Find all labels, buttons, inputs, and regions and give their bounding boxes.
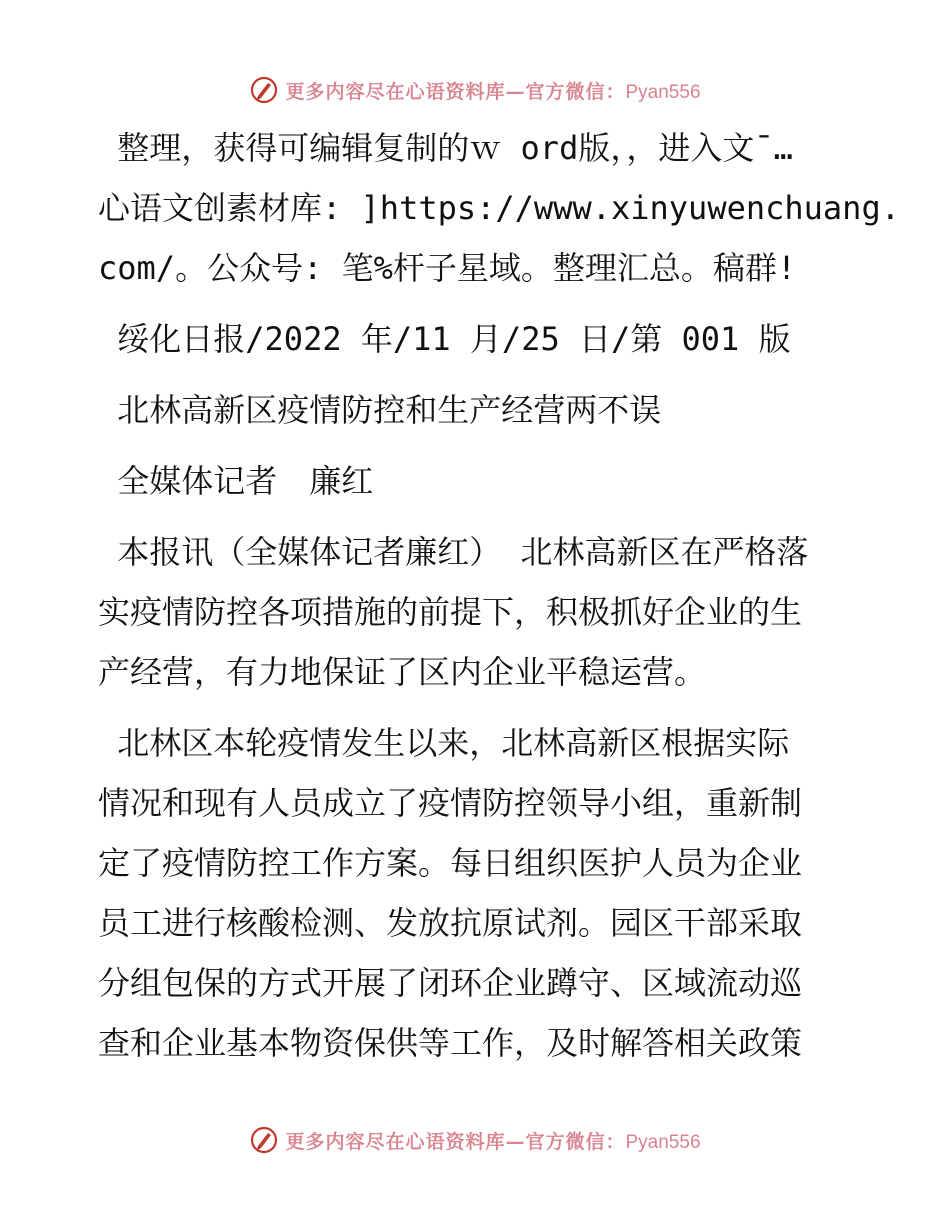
source-line (98, 309, 858, 369)
intro-paragraph (98, 118, 900, 298)
document-body (98, 118, 900, 1084)
article-title (98, 380, 858, 440)
header-banner (0, 72, 950, 108)
text-line: 绥化日报/2022 年/11 月/25 日/第 001 版 (98, 320, 791, 358)
text-line: 分组包保的方式开展了闭环企业蹲守、区域流动巡 (98, 964, 803, 1002)
text-line: com/。公众号: 笔%杆子星域。整理汇总。稿群! (98, 249, 797, 287)
wechat-id: Pyan556 (625, 1131, 701, 1153)
footer-banner (0, 1122, 950, 1158)
text-line: 北林区本轮疫情发生以来，北林高新区根据实际 (98, 724, 790, 762)
pen-logo-icon (249, 75, 279, 105)
text-line: 整理，获得可编辑复制的ｗ ord版，，进入文¯… (98, 129, 793, 167)
author-line (98, 451, 858, 511)
text-line: 全媒体记者 廉红 (98, 462, 374, 500)
banner-text: 更多内容尽在心语资料库—官方微信：Pyan556 (285, 1130, 701, 1153)
banner-text: 更多内容尽在心语资料库—官方微信：Pyan556 (285, 80, 701, 103)
text-line: 情况和现有人员成立了疫情防控领导小组，重新制 (98, 784, 803, 822)
text-line: 查和企业基本物资保供等工作，及时解答相关政策 (98, 1024, 803, 1062)
wechat-id: Pyan556 (625, 81, 701, 103)
text-line: 员工进行核酸检测、发放抗原试剂。园区干部采取 (98, 904, 803, 942)
pen-logo-icon (249, 1125, 279, 1155)
text-line: 产经营，有力地保证了区内企业平稳运营。 (98, 653, 707, 691)
body-paragraph (98, 713, 858, 1073)
text-line: 本报讯（全媒体记者廉红） 北林高新区在严格落 (98, 533, 809, 571)
body-paragraph (98, 522, 858, 702)
text-line: 定了疫情防控工作方案。每日组织医护人员为企业 (98, 844, 803, 882)
text-line: 实疫情防控各项措施的前提下，积极抓好企业的生 (98, 593, 803, 631)
text-line: 心语文创素材库: ]https://www.xinyuwenchuang. (98, 189, 900, 227)
text-line: 北林高新区疫情防控和生产经营两不误 (98, 391, 662, 429)
